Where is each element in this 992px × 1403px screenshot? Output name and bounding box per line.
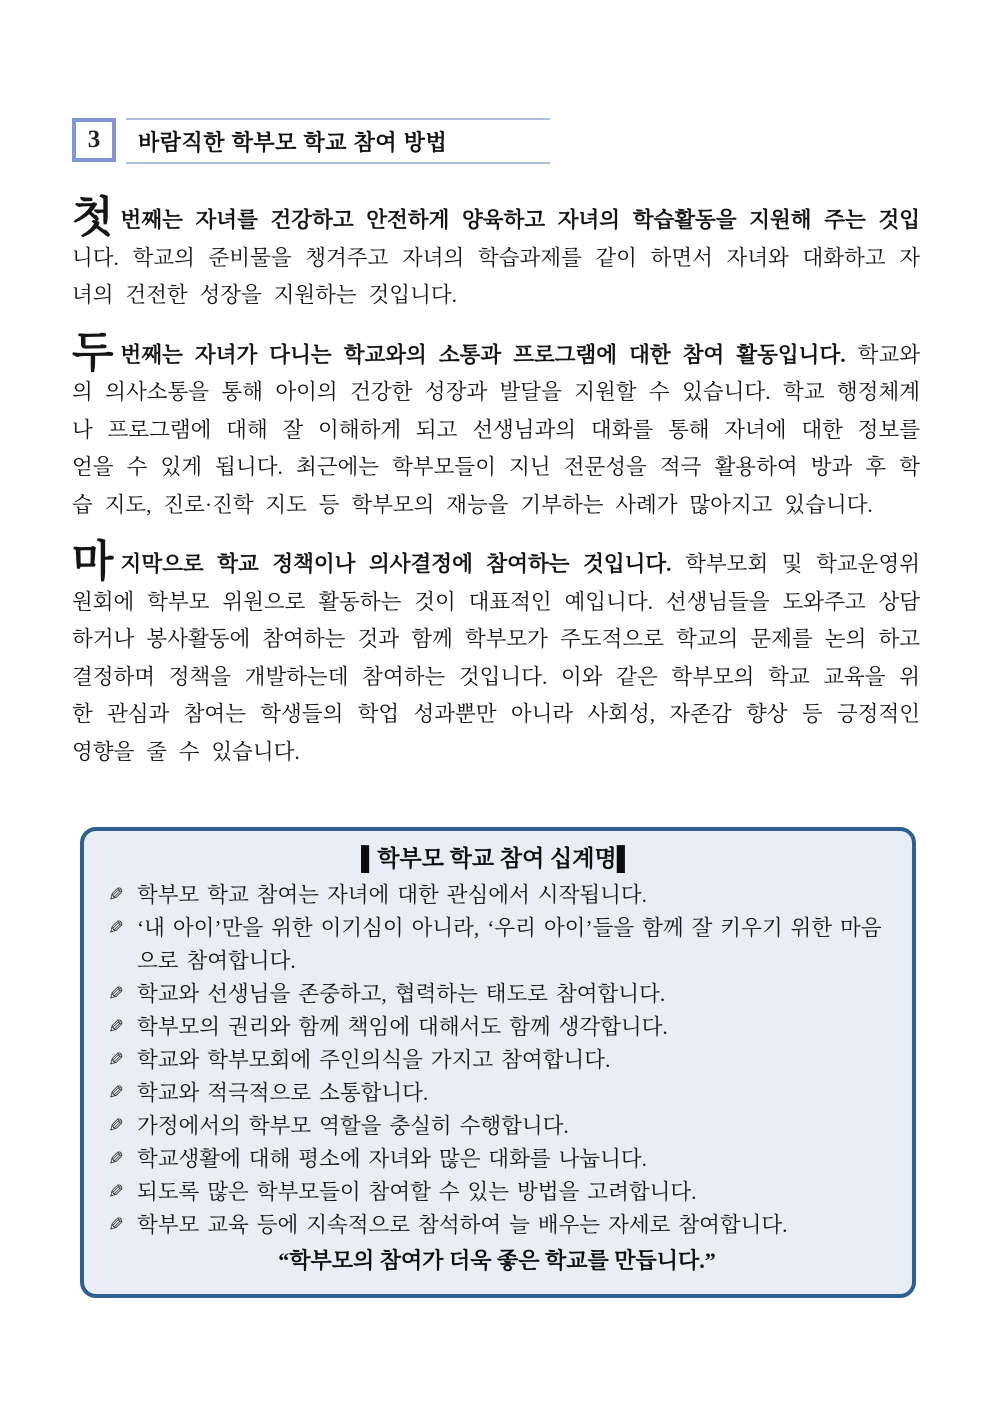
paragraph-second-lead: 번째는 자녀가 다니는 학교와의 소통과 프로그램에 대한 참여 활동입니다.	[120, 342, 846, 367]
dropcap-third: 마	[72, 539, 114, 586]
paragraph-second	[72, 329, 920, 525]
pencil-icon: ✎	[108, 1016, 124, 1038]
tip-item-text: ‘내 아이’만을 위한 이기심이 아니라, ‘우리 아이’들을 함께 잘 키우기 위한 마음으로 참여합니다.	[137, 916, 882, 973]
section-number-box	[72, 118, 116, 162]
pencil-icon: ✎	[108, 917, 124, 939]
tip-item-text: 학교와 적극적으로 소통합니다.	[137, 1081, 429, 1105]
tip-item-text: 학부모의 권리와 함께 책임에 대해서도 함께 생각합니다.	[137, 1015, 668, 1039]
paragraph-third-body: 학부모회 및 학교운영위원회에 학부모 위원으로 활동하는 것이 대표적인 예입니다. 선생님들을 도와주고 상담하거나 봉사활동에 참여하는 것과 함께 학부모가 주도적으로 학교의 문제를 논의 하고 결정하며 정책을 개발하는데 참여하는 것입니다. 이와 같은 학부모의 학교 교육을 위한 관심과 참여는 학생들의 학업 성과뿐만 아니라 사회성, 자존감 향상 등 긍정적인 영향을 줄 수 있습니다.	[72, 552, 920, 764]
section-title: 바람직한 학부모 학교 참여 방법	[138, 129, 448, 155]
tip-item	[106, 912, 888, 978]
dropcap-first: 첫	[72, 195, 114, 242]
tip-item	[106, 1011, 888, 1044]
pencil-icon: ✎	[108, 1082, 124, 1104]
tip-item-text: 학교와 학부모회에 주인의식을 가지고 참여합니다.	[137, 1048, 611, 1072]
tip-item-text: 학부모 교육 등에 지속적으로 참석하여 늘 배우는 자세로 참여합니다.	[137, 1213, 788, 1237]
tip-item	[106, 1044, 888, 1077]
section-header	[72, 118, 920, 164]
pencil-icon: ✎	[108, 1181, 124, 1203]
tip-item-text: 가정에서의 학부모 역할을 충실히 수행합니다.	[137, 1114, 569, 1138]
paragraph-first-lead: 번째는 자녀를 건강하고 안전하게 양육하고 자녀의 학습활동을 지원해 주는 것입	[120, 208, 920, 232]
paragraph-first-body: 니다. 학교의 준비물을 챙겨주고 자녀의 학습과제를 같이 하면서 자녀와 대화하고 자녀의 건전한 성장을 지원하는 것입니다.	[72, 245, 920, 307]
tip-item-text: 되도록 많은 학부모들이 참여할 수 있는 방법을 고려합니다.	[137, 1180, 697, 1204]
tip-item	[106, 1209, 888, 1242]
tip-item	[106, 1143, 888, 1176]
pencil-icon: ✎	[108, 983, 124, 1005]
tip-item-text: 학교생활에 대해 평소에 자녀와 많은 대화를 나눕니다.	[137, 1147, 648, 1171]
paragraph-third-lead: 지막으로 학교 정책이나 의사결정에 참여하는 것입니다.	[120, 552, 672, 576]
tip-item	[106, 1077, 888, 1110]
dropcap-second: 두	[72, 329, 114, 377]
tip-list	[106, 879, 888, 1242]
tip-item	[106, 879, 888, 912]
tip-item-text: 학교와 선생님을 존중하고, 협력하는 태도로 참여합니다.	[137, 982, 666, 1006]
tip-box	[80, 827, 916, 1298]
tip-item-text: 학부모 학교 참여는 자녀에 대한 관심에서 시작됩니다.	[137, 883, 648, 907]
paragraph-second-body: 학교와의 의사소통을 통해 아이의 건강한 성장과 발달을 지원할 수 있습니다. 학교 행정체계나 프로그램에 대해 잘 이해하게 되고 선생님과의 대화를 통해 자녀에 대한 정보를 얻을 수 있게 됩니다. 최근에는 학부모들이 지닌 전문성을 적극 활용하여 방과 후 학습 지도, 진로·진학 지도 등 학부모의 재능을 기부하는 사례가 많아지고 있습니다.	[72, 342, 920, 517]
pencil-icon: ✎	[108, 1115, 124, 1137]
section-number: 3	[87, 126, 101, 153]
tip-item	[106, 1110, 888, 1143]
pencil-icon: ✎	[108, 1148, 124, 1170]
tip-box-title: ▌학부모 학교 참여 십계명▌	[360, 846, 634, 871]
pencil-icon: ✎	[108, 1214, 124, 1236]
paragraph-first	[72, 195, 920, 315]
paragraph-third	[72, 539, 920, 771]
pencil-icon: ✎	[108, 884, 124, 906]
tip-box-quote: “학부모의 참여가 더욱 좋은 학교를 만듭니다.”	[278, 1248, 716, 1273]
pencil-icon: ✎	[108, 1049, 124, 1071]
tip-item	[106, 978, 888, 1011]
section-title-rule	[126, 118, 550, 164]
tip-item	[106, 1176, 888, 1209]
